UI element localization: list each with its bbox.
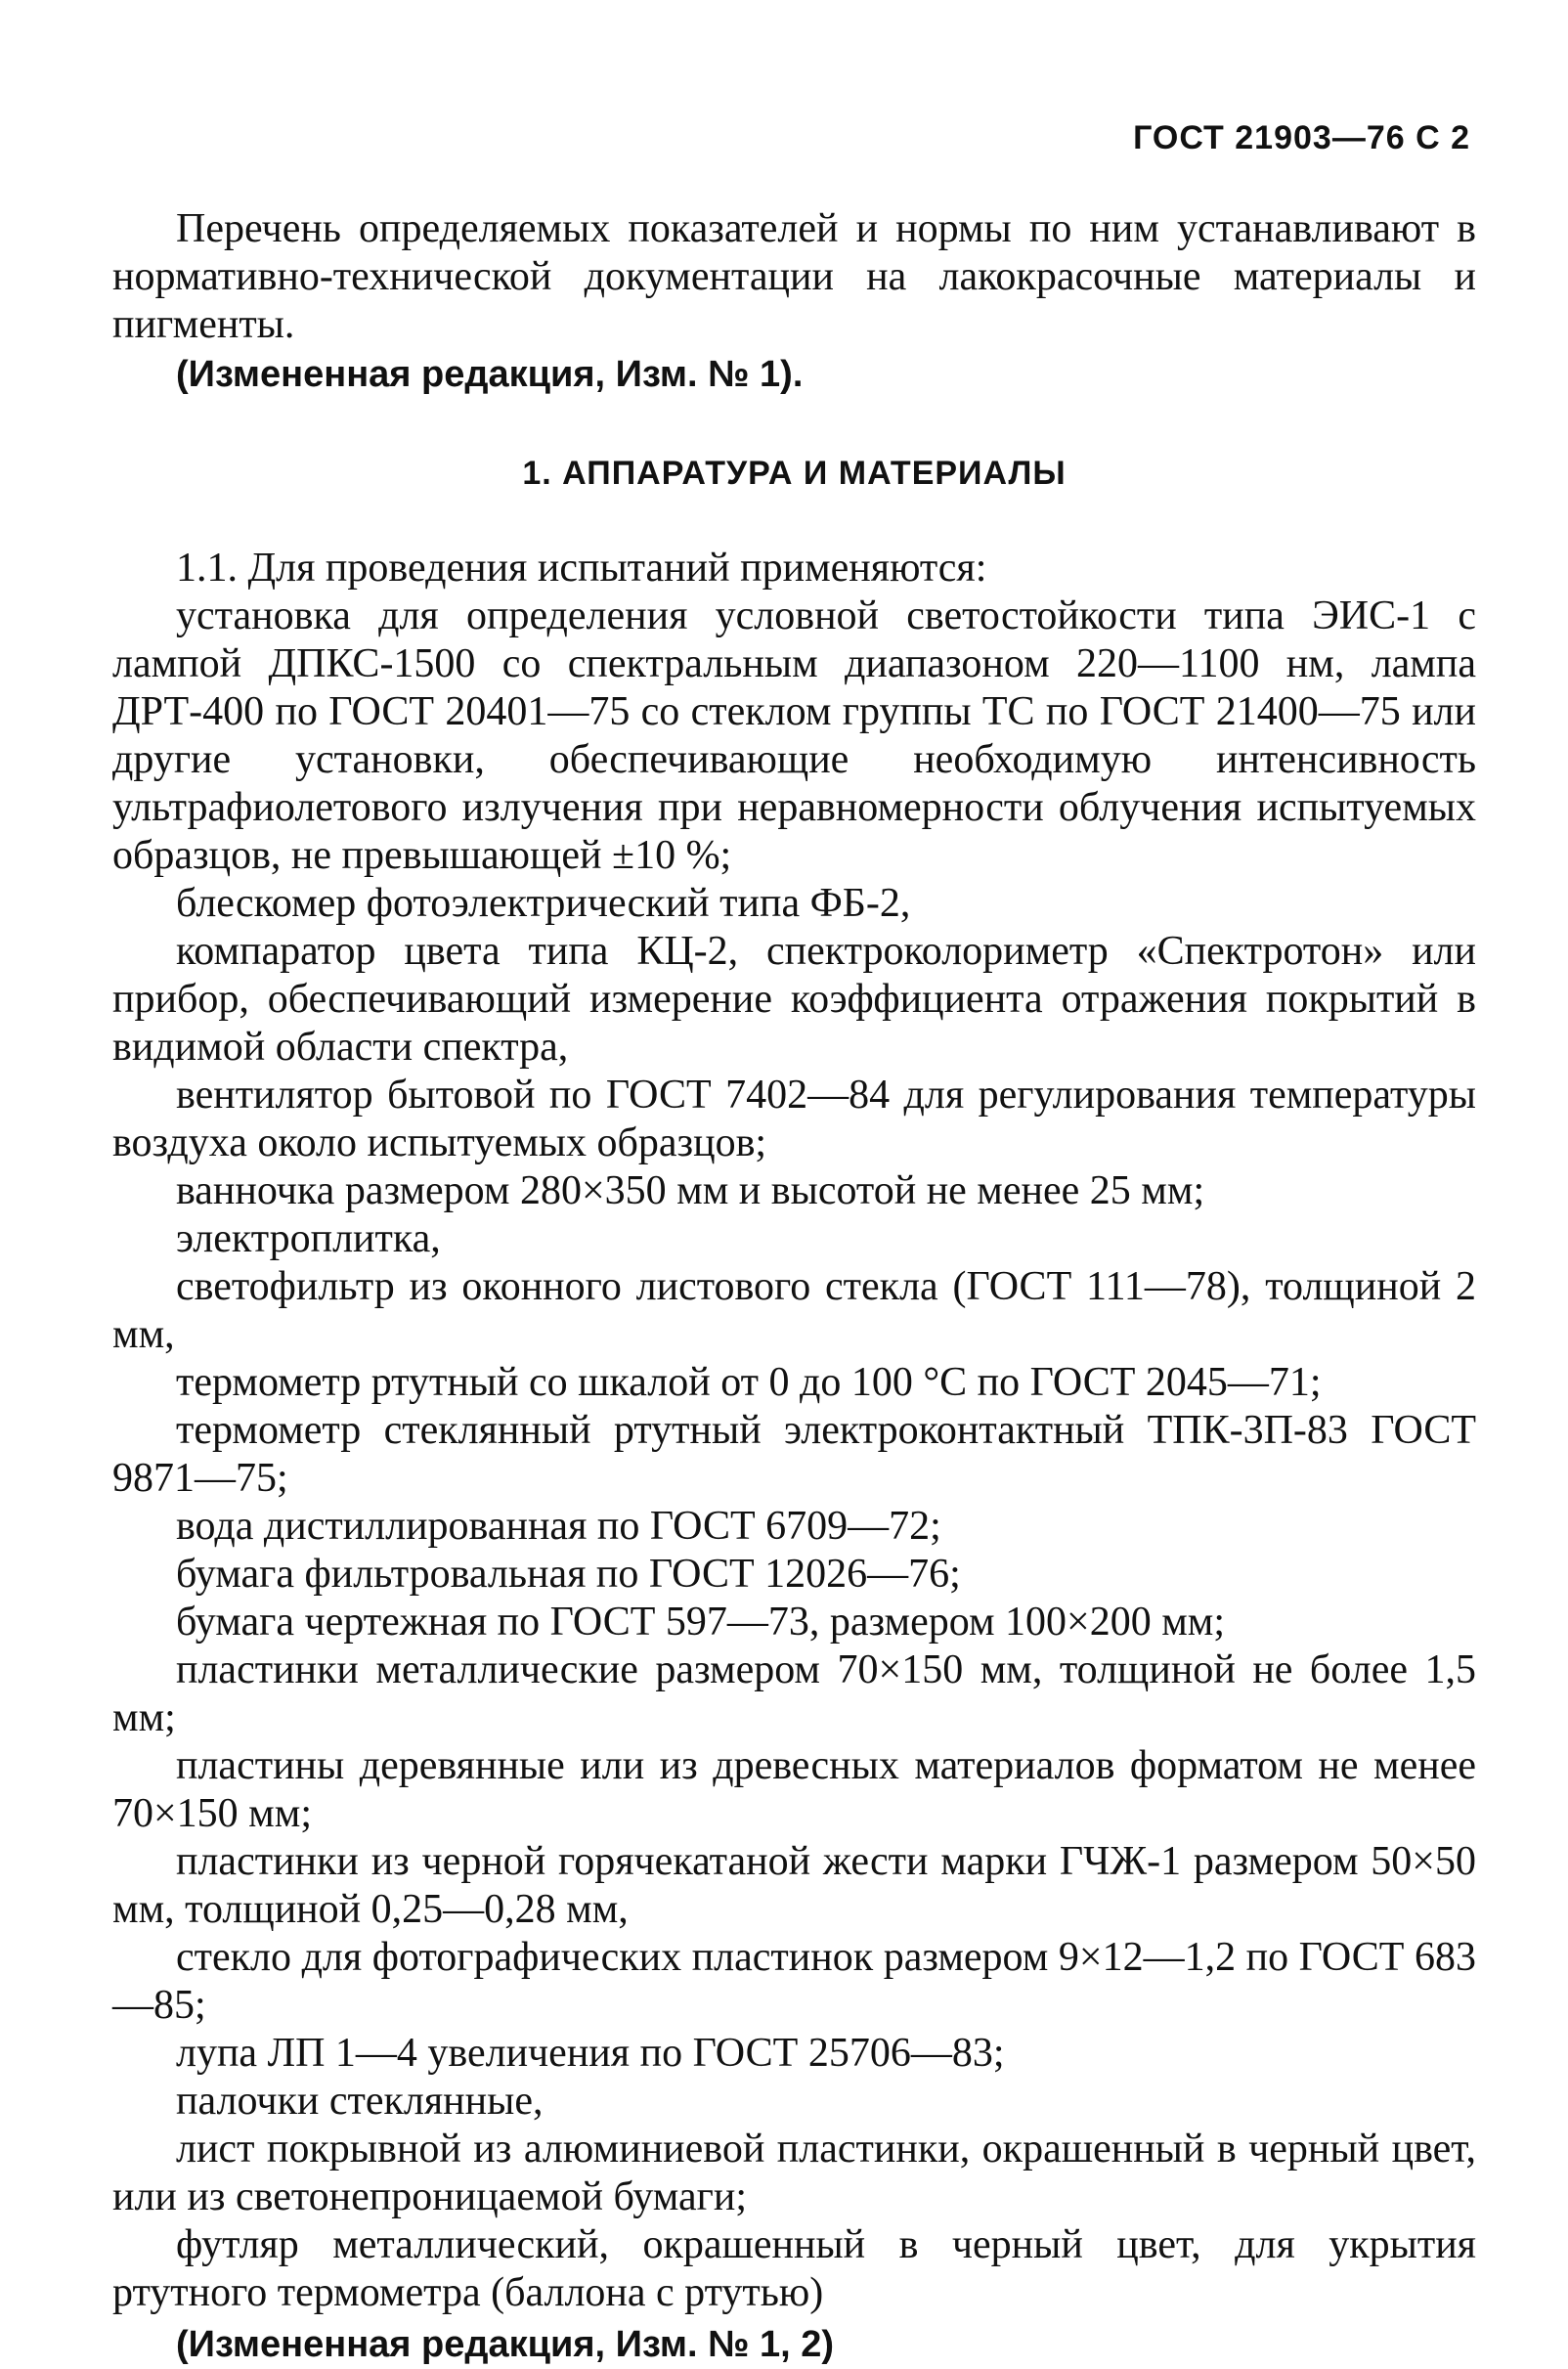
list-item: светофильтр из оконного листового стекла (ГОСТ 111—78), толщиной 2 мм, bbox=[112, 1264, 1476, 1357]
list-item: установка для определения условной светостойкости типа ЭИС-1 с лампой ДПКС-1500 со спектральным диапазоном 220—1100 нм, лампа ДРТ-400 по ГОСТ 20401—75 со стеклом группы ТС по ГОСТ 21400—75 или другие установки, обеспечивающие необходимую интенсивность ультрафиолетового излучения при неравномерности облучения испытуемых образцов, не превышающей ±10 %; bbox=[112, 593, 1476, 878]
list-item: электроплитка, bbox=[176, 1216, 441, 1261]
list-item: бумага чертежная по ГОСТ 597—73, размером 100×200 мм; bbox=[176, 1600, 1226, 1645]
page-header-doc-number: ГОСТ 21903—76 С 2 bbox=[1133, 119, 1470, 156]
list-item: стекло для фотографических пластинок размером 9×12—1,2 по ГОСТ 683—85; bbox=[112, 1935, 1476, 2028]
list-item: бумага фильтровальная по ГОСТ 12026—76; bbox=[176, 1552, 961, 1597]
list-item: блескомер фотоэлектрический типа ФБ-2, bbox=[176, 881, 911, 926]
list-item: ванночка размером 280×350 мм и высотой не менее 25 мм; bbox=[176, 1168, 1205, 1213]
list-item: пластинки из черной горячекатаной жести марки ГЧЖ-1 размером 50×50 мм, толщиной 0,25—0,28 мм, bbox=[112, 1839, 1476, 1932]
list-item: пластины деревянные или из древесных материалов форматом не менее 70×150 мм; bbox=[112, 1743, 1476, 1836]
intro-amendment-note: (Измененная редакция, Изм. № 1). bbox=[176, 354, 804, 395]
section-lead: 1.1. Для проведения испытаний применяются: bbox=[176, 546, 987, 591]
list-item: футляр металлический, окрашенный в черный цвет, для укрытия ртутного термометра (баллона с ртутью) bbox=[112, 2222, 1476, 2315]
list-item: лист покрывной из алюминиевой пластинки, окрашенный в черный цвет, или из светонепроницаемой бумаги; bbox=[112, 2127, 1476, 2219]
list-item: вентилятор бытовой по ГОСТ 7402—84 для регулирования температуры воздуха около испытуемых образцов; bbox=[112, 1073, 1476, 1165]
list-item: лупа ЛП 1—4 увеличения по ГОСТ 25706—83; bbox=[176, 2031, 1005, 2076]
list-item: термометр стеклянный ртутный электроконтактный ТПК-3П-83 ГОСТ 9871—75; bbox=[112, 1408, 1476, 1501]
list-item: компаратор цвета типа КЦ-2, спектроколориметр «Спектротон» или прибор, обеспечивающий измерение коэффициента отражения покрытий в видимой области спектра, bbox=[112, 929, 1476, 1070]
list-item: палочки стеклянные, bbox=[176, 2079, 544, 2124]
section-title: 1. АППАРАТУРА И МАТЕРИАЛЫ bbox=[522, 455, 1067, 492]
equipment-list bbox=[112, 592, 1476, 2317]
list-item: пластинки металлические размером 70×150 мм, толщиной не более 1,5 мм; bbox=[112, 1647, 1476, 1740]
intro-paragraph: Перечень определяемых показателей и нормы по ним устанавливают в нормативно-технической документации на лакокрасочные материалы и пигменты. bbox=[112, 206, 1476, 347]
section-amendment-note: (Измененная редакция, Изм. № 1, 2) bbox=[176, 2324, 835, 2365]
page-content bbox=[112, 205, 1476, 2369]
list-item: термометр ртутный со шкалой от 0 до 100 °С по ГОСТ 2045—71; bbox=[176, 1360, 1322, 1405]
list-item: вода дистиллированная по ГОСТ 6709—72; bbox=[176, 1504, 941, 1549]
